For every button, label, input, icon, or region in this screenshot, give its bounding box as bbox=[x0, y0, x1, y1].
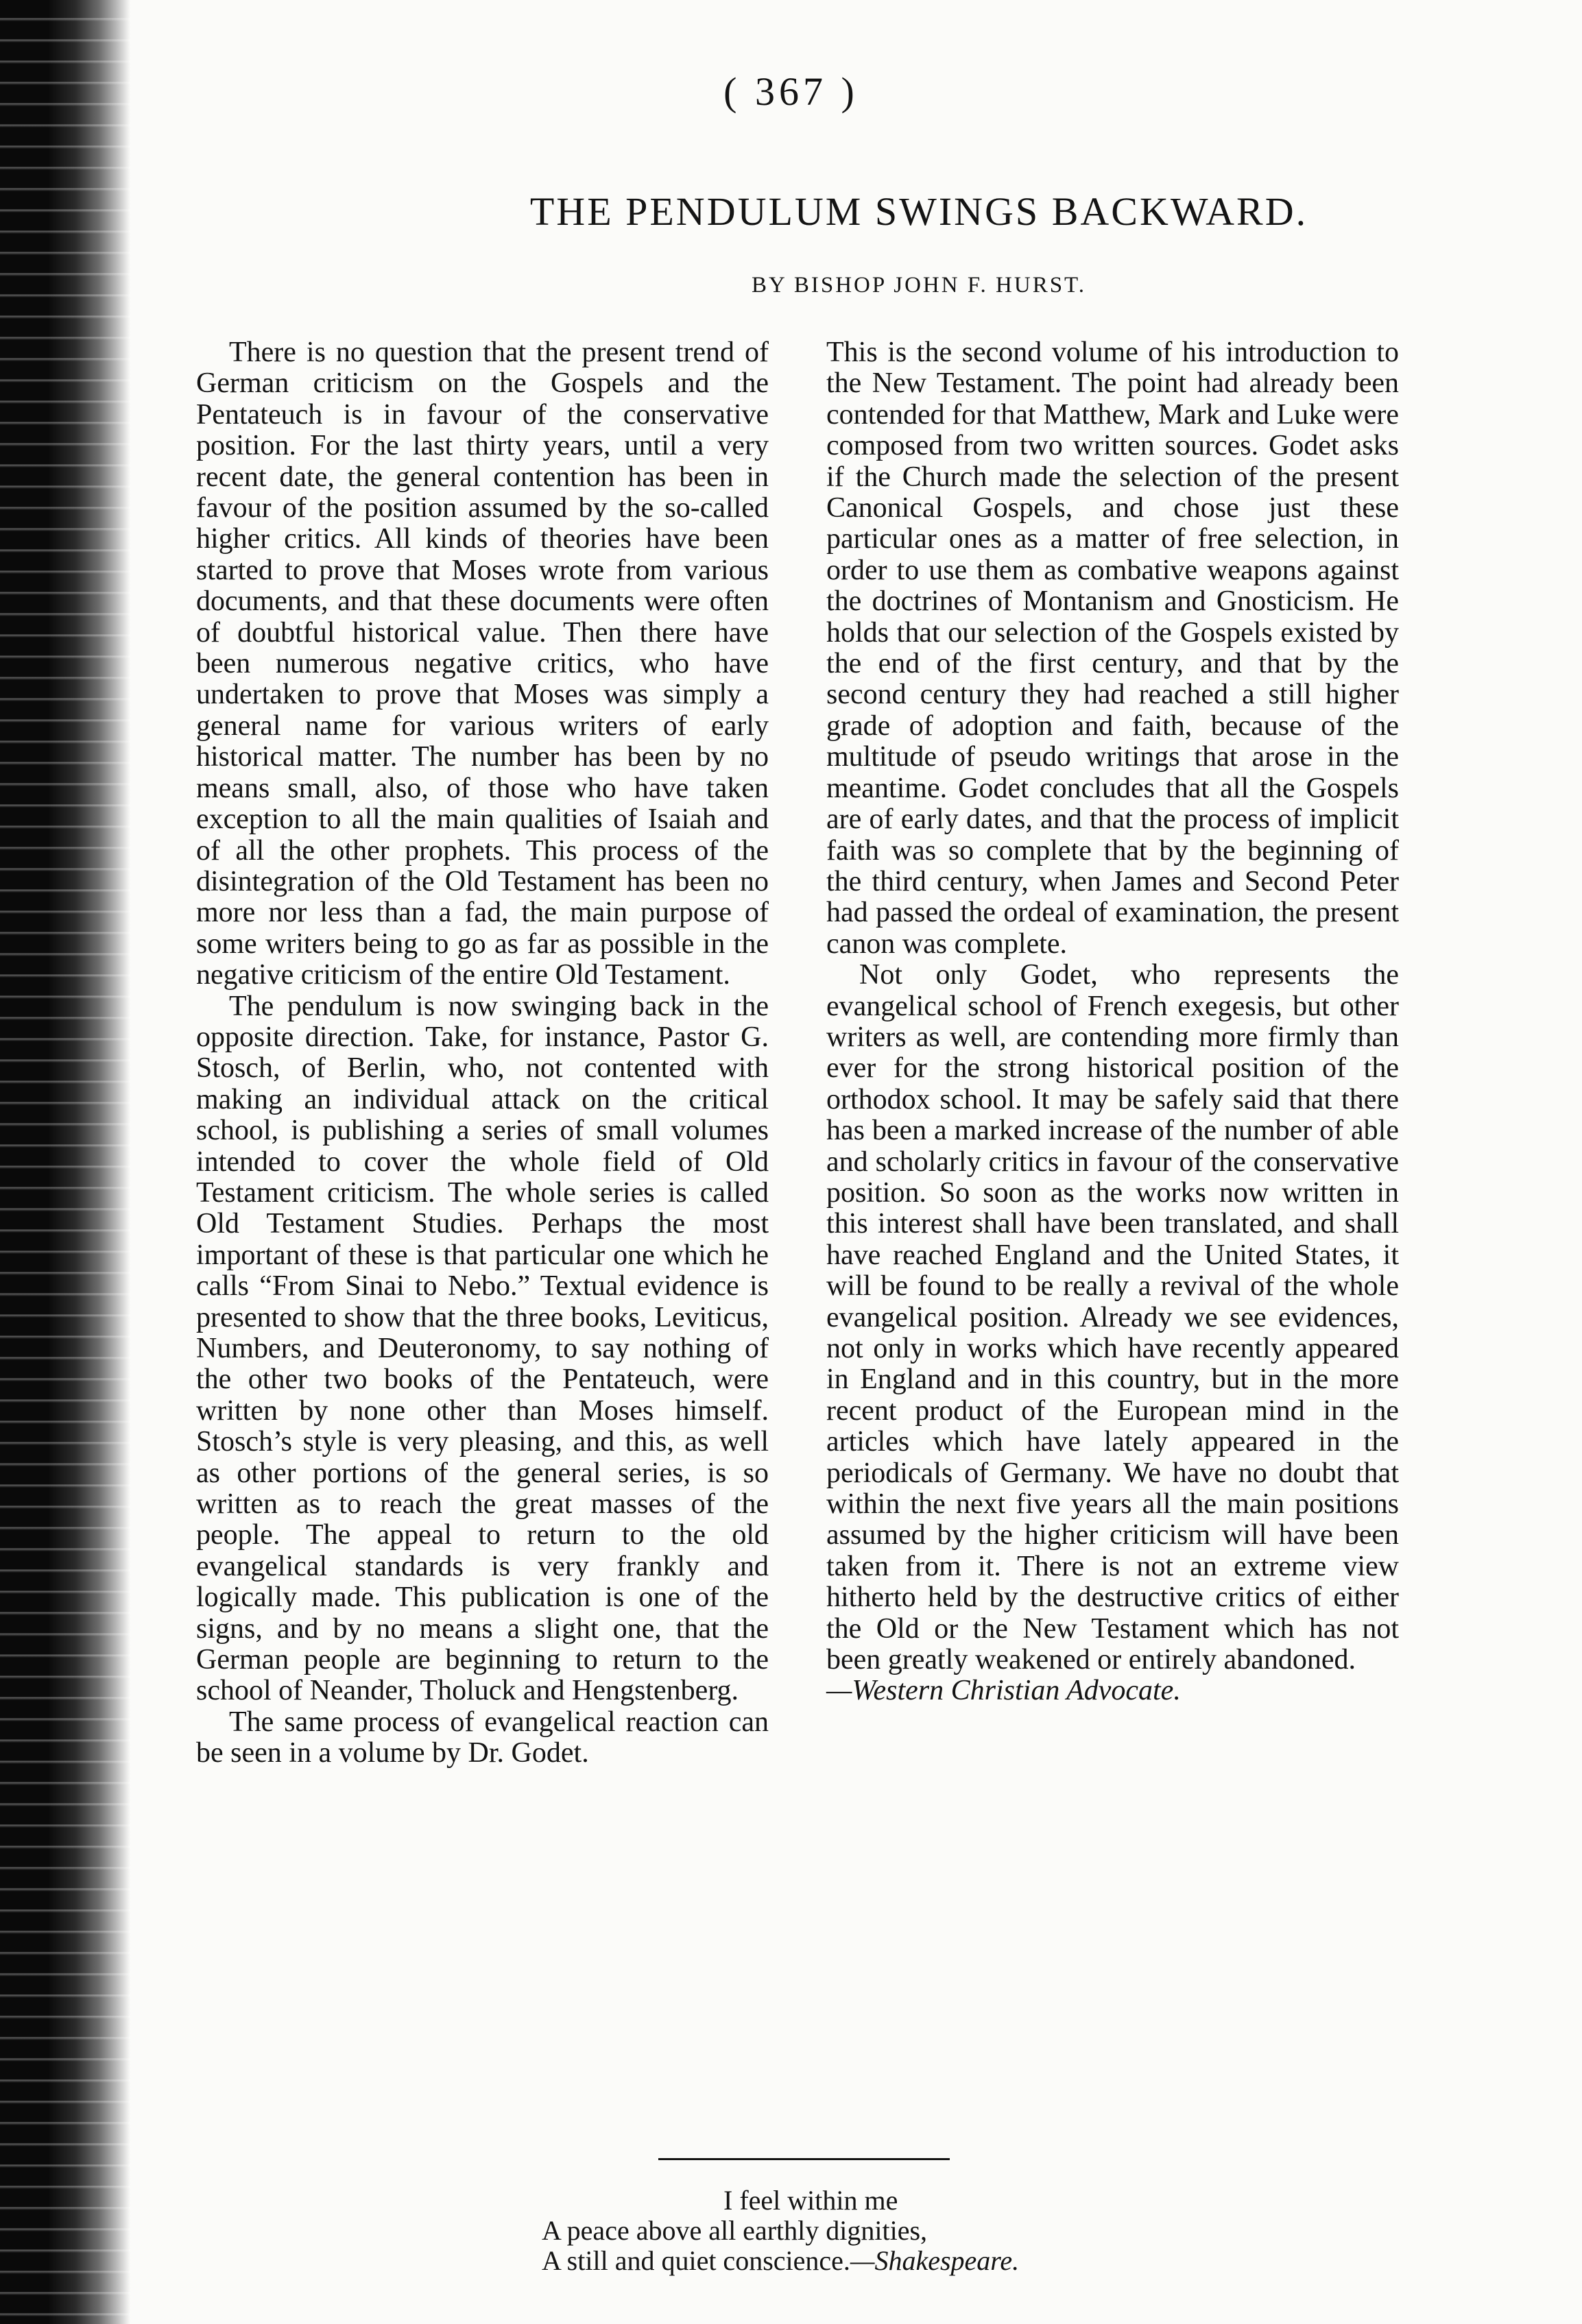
article-column-left bbox=[196, 337, 769, 1769]
epigraph-line-text: A still and quiet conscience. bbox=[542, 2245, 850, 2276]
article-paragraph: The same process of evangelical reaction can be seen in a volume by Dr. Godet. bbox=[196, 1706, 769, 1769]
epigraph bbox=[542, 2186, 1227, 2276]
article-byline: BY BISHOP JOHN F. HURST. bbox=[751, 273, 1087, 298]
epigraph-line bbox=[542, 2246, 1227, 2276]
article-paragraph bbox=[826, 960, 1399, 1707]
epigraph-source: —Shakespeare. bbox=[850, 2245, 1020, 2276]
section-divider bbox=[658, 2158, 950, 2160]
article-paragraph: The pendulum is now swinging back in the opposite direction. Take, for instance, Pastor G. Stosch, of Berlin, who, not contented with making an individual attack on the critical school, is publishing a series of small volumes intended to cover the whole field of Old Testament criticism. The whole series is called Old Testament Studies. Perhaps the most important of these is that particular one which he calls “From Sinai to Nebo.” Textual evidence is presented to show that the three books, Leviticus, Numbers, and Deuteronomy, to say nothing of the other two books of the Pentateuch, were written by none other than Moses himself. Stosch’s style is very pleasing, and this, as well as other portions of the general series, is so written as to reach the great masses of the people. The appeal to return to the old evangelical standards is very frankly and logically made. This publication is one of the signs, and by no means a slight one, that the German people are beginning to return to the school of Neander, Tholuck and Hengstenberg. bbox=[196, 990, 769, 1707]
article-paragraph: This is the second volume of his introduction to the New Testament. The point had already been contended for that Matthew, Mark and Luke were composed from two written sources. Godet asks if the Church made the selection of the present Canonical Gospels, and chose just these particular ones as a matter of free selection, in order to use them as combative weapons against the doctrines of Montanism and Gnosticism. He holds that our selection of the Gospels existed by the end of the first century, and that by the second century they had reached a still higher grade of adoption and faith, because of the multitude of pseudo writings that arose in the meantime. Godet concludes that all the Gospels are of early dates, and that the process of implicit faith was so complete that by the beginning of the third century, when James and Second Peter had passed the ordeal of examination, the present canon was complete. bbox=[826, 337, 1399, 960]
article-column-right bbox=[826, 337, 1399, 1707]
article-source: —Western Christian Advocate. bbox=[826, 1675, 1181, 1707]
article-paragraph: There is no question that the present trend of German criticism on the Gospels and the Pentateuch is in favour of the conservative position. For the last thirty years, until a very recent date, the general contention has been in favour of the position assumed by the so-called higher critics. All kinds of theories have been started to prove that Moses wrote from various documents, and that these documents were often of doubtful historical value. Then there have been numerous negative critics, who have undertaken to prove that Moses was simply a general name for various writers of early historical matter. The number has been by no means small, also, of those who have taken exception to all the main qualities of Isaiah and of all the other prophets. This process of the disintegration of the Old Testament has been no more nor less than a fad, the main purpose of some writers being to go as far as possible in the negative criticism of the entire Old Testament. bbox=[196, 337, 769, 991]
article-title: THE PENDULUM SWINGS BACKWARD. bbox=[529, 189, 1308, 234]
epigraph-line: I feel within me bbox=[723, 2185, 898, 2216]
article-paragraph-text: Not only Godet, who represents the evangelical school of French exegesis, but other writers as well, are contending more firmly than ever for the strong historical position of the orthodox school. It may be safely said that there has been a marked increase of the number of able and scholarly critics in favour of the conservative position. So soon as the works now written in this interest shall have been translated, and shall have reached England and the United States, it will be found to be really a revival of the whole evangelical position. Already we see evidences, not only in works which have recently appeared in England and in this country, but in the more recent product of the European mind in the articles which have lately appeared in the periodicals of Germany. We have no doubt that within the next five years all the main positions assumed by the higher criticism will have been taken from it. There is not an extreme view hitherto held by the destructive critics of either the Old or the New Testament which has not been greatly weakened or entirely abandoned. bbox=[826, 959, 1399, 1676]
page-binding-edge bbox=[0, 0, 130, 2324]
epigraph-line: A peace above all earthly dignities, bbox=[542, 2215, 928, 2246]
page-number: ( 367 ) bbox=[723, 69, 859, 114]
